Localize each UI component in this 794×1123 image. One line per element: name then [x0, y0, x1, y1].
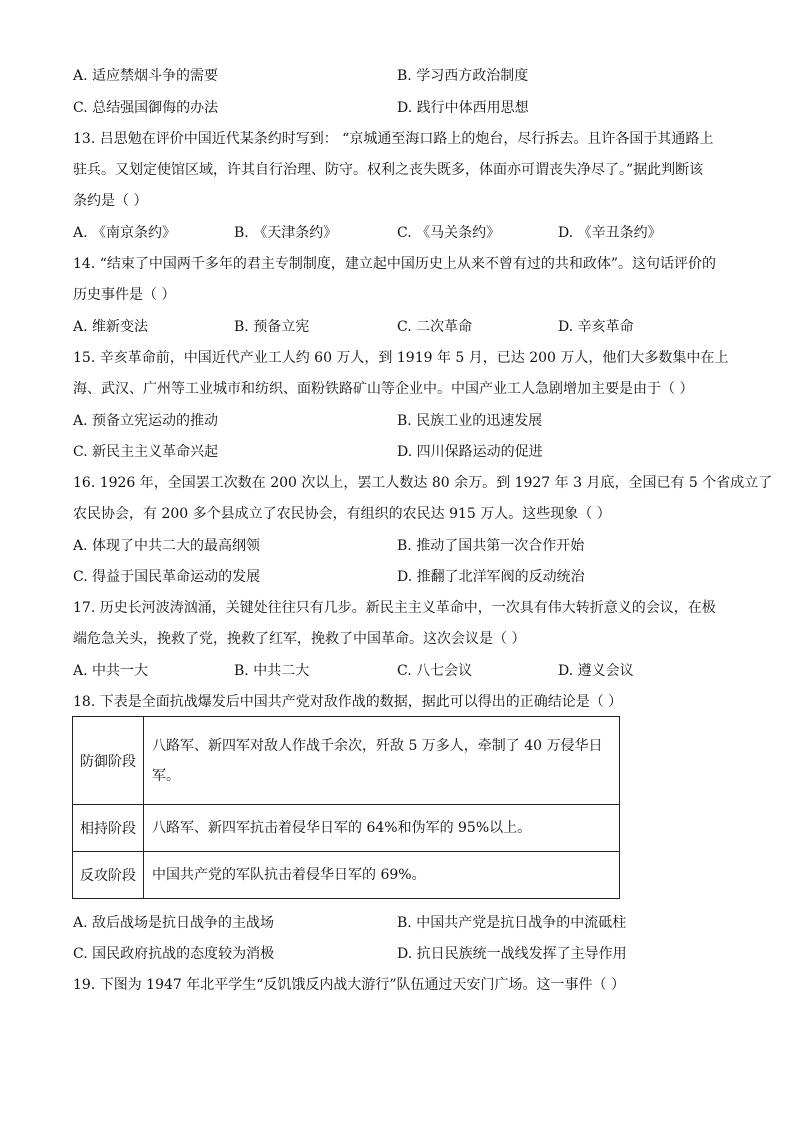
q15-stem-line-1: 15. 辛亥革命前，中国近代产业工人约 60 万人，到 1919 年 5 月，已达 200 万人，他们大多数集中在上 — [73, 350, 729, 366]
q18-stem-line-1: 18. 下表是全面抗战爆发后中国共产党对敌作战的数据，据此可以得出的正确结论是（ ） — [73, 694, 623, 710]
q14-stem-line-2: 历史事件是（ ） — [73, 287, 176, 303]
table-stage-cell: 防御阶段 — [73, 717, 144, 805]
q18-option-d[interactable]: D. 抗日民族统一战线发挥了主导作用 — [397, 946, 627, 962]
q17-option-b[interactable]: B. 中共二大 — [234, 663, 310, 679]
q16-option-c[interactable]: C. 得益于国民革命运动的发展 — [73, 569, 261, 585]
q15-option-d[interactable]: D. 四川保路运动的促进 — [397, 444, 543, 460]
q16-option-d[interactable]: D. 推翻了北洋军阀的反动统治 — [397, 569, 585, 585]
q15-option-b[interactable]: B. 民族工业的迅速发展 — [397, 413, 543, 429]
q13-stem-line-1: 13. 吕思勉在评价中国近代某条约时写到： “京城通至海口路上的炮台，尽行拆去。且许各国于其通路上 — [73, 131, 714, 147]
q18-data-table — [72, 716, 620, 899]
q17-option-d[interactable]: D. 遵义会议 — [558, 663, 634, 679]
table-stage-cell: 反攻阶段 — [73, 852, 144, 899]
q13-stem-line-3: 条约是（ ） — [73, 193, 148, 209]
table-content-cell: 八路军、新四军抗击着侵华日军的 64%和伪军的 95%以上。 — [144, 805, 620, 852]
q15-option-c[interactable]: C. 新民主主义革命兴起 — [73, 444, 219, 460]
q13-option-d[interactable]: D. 《辛丑条约》 — [558, 225, 662, 241]
q17-option-a[interactable]: A. 中共一大 — [73, 663, 149, 679]
q16-stem-line-2: 农民协会，有 200 多个县成立了农民协会，有组织的农民达 915 万人。这些现象（ ） — [73, 506, 611, 522]
table-content-cell: 中国共产党的军队抗击着侵华日军的 69%。 — [144, 852, 620, 899]
q14-option-b[interactable]: B. 预备立宪 — [234, 319, 310, 335]
q16-option-a[interactable]: A. 体现了中共二大的最高纲领 — [73, 538, 261, 554]
q17-stem-line-1: 17. 历史长河波涛汹涌，关键处往往只有几步。新民主主义革命中，一次具有伟大转折意义的会议，在极 — [73, 600, 716, 616]
q13-stem-line-2: 驻兵。又划定使馆区域，许其自行治理、防守。权利之丧失既多，体面亦可谓丧失净尽了。”据此判断该 — [73, 162, 704, 178]
table-row — [73, 717, 620, 805]
q18-option-a[interactable]: A. 敌后战场是抗日战争的主战场 — [73, 915, 275, 931]
q12-option-c[interactable]: C. 总结强国御侮的办法 — [73, 100, 219, 116]
table-stage-cell: 相持阶段 — [73, 805, 144, 852]
q17-stem-line-2: 端危急关头，挽救了党，挽救了红军，挽救了中国革命。这次会议是（ ） — [73, 631, 526, 647]
q14-stem-line-1: 14. “结束了中国两千多年的君主专制制度，建立起中国历史上从来不曾有过的共和政体”。这句话评价的 — [73, 256, 717, 272]
q15-stem-line-2: 海、武汉、广州等工业城市和纺织、面粉铁路矿山等企业中。中国产业工人急剧增加主要是由于（ ） — [73, 381, 694, 397]
q12-option-d[interactable]: D. 践行中体西用思想 — [397, 100, 529, 116]
q18-option-b[interactable]: B. 中国共产党是抗日战争的中流砥柱 — [397, 915, 627, 931]
q14-option-c[interactable]: C. 二次革命 — [397, 319, 473, 335]
q16-stem-line-1: 16. 1926 年，全国罢工次数在 200 次以上，罢工人数达 80 余万。到 1927 年 3 月底，全国已有 5 个省成立了 — [73, 475, 773, 491]
q13-option-b[interactable]: B. 《天津条约》 — [234, 225, 338, 241]
table-row — [73, 805, 620, 852]
q18-option-c[interactable]: C. 国民政府抗战的态度较为消极 — [73, 946, 275, 962]
q15-option-a[interactable]: A. 预备立宪运动的推动 — [73, 413, 219, 429]
q12-option-b[interactable]: B. 学习西方政治制度 — [397, 68, 529, 84]
q14-option-a[interactable]: A. 维新变法 — [73, 319, 149, 335]
table-content-cell: 八路军、新四军对敌人作战千余次，歼敌 5 万多人，牵制了 40 万侵华日军。 — [144, 717, 620, 805]
q17-option-c[interactable]: C. 八七会议 — [397, 663, 473, 679]
q13-option-a[interactable]: A. 《南京条约》 — [73, 225, 177, 241]
q14-option-d[interactable]: D. 辛亥革命 — [558, 319, 634, 335]
q13-option-c[interactable]: C. 《马关条约》 — [397, 225, 501, 241]
q16-option-b[interactable]: B. 推动了国共第一次合作开始 — [397, 538, 585, 554]
q12-option-a[interactable]: A. 适应禁烟斗争的需要 — [73, 68, 219, 84]
q19-stem-line-1: 19. 下图为 1947 年北平学生“反饥饿反内战大游行”队伍通过天安门广场。这一事件（ ） — [73, 977, 626, 993]
table-row — [73, 852, 620, 899]
